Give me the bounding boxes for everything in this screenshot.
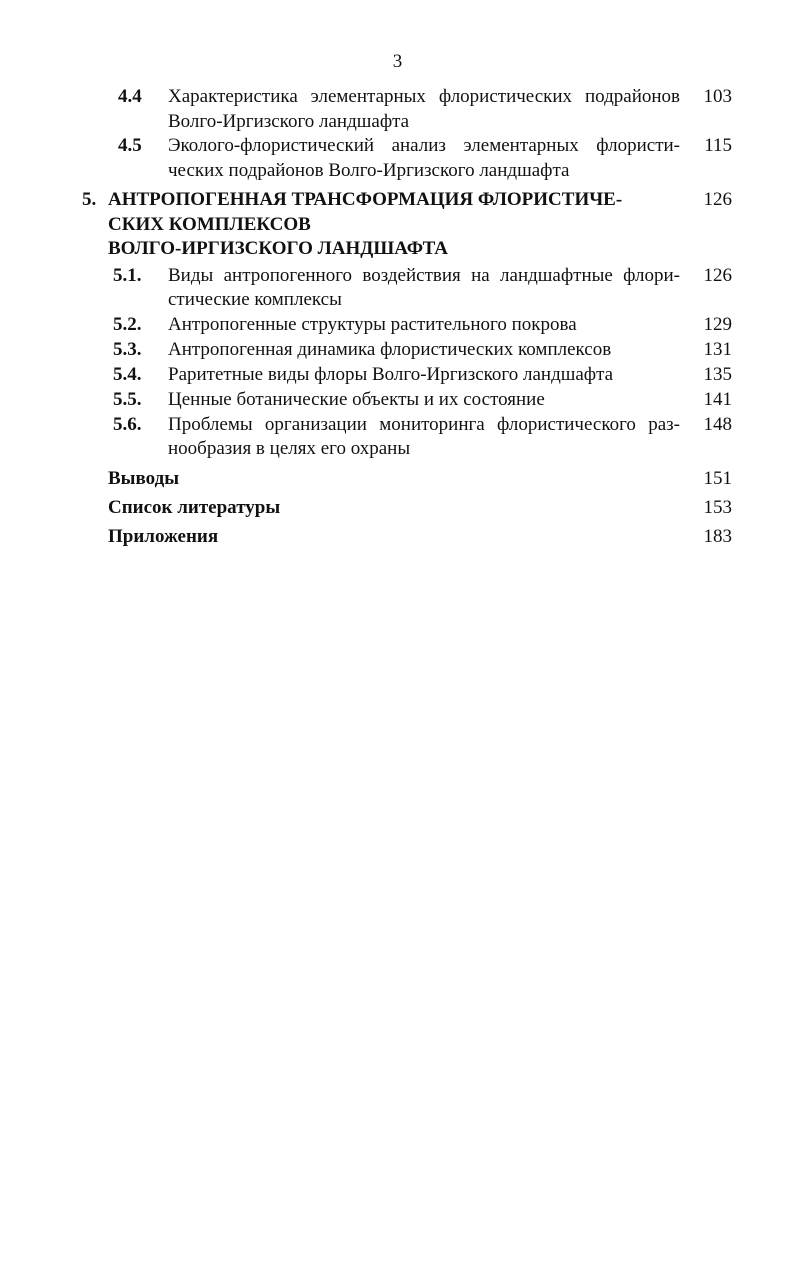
toc-chapter-title-cont: ВОЛГО-ИРГИЗСКОГО ЛАНДШАФТА	[108, 238, 449, 259]
toc-entry-page: 153	[703, 497, 732, 518]
toc-entry-page: 129	[703, 314, 732, 335]
toc-entry-page: 115	[704, 135, 732, 156]
toc-entry-title: Виды антропогенного воздействия на ландшафтные флори-	[168, 265, 680, 286]
toc-entry-title: Эколого-флористический анализ элементарных флористи-	[168, 135, 680, 156]
toc-entry-page: 131	[703, 339, 732, 360]
toc-entry-title: Выводы	[108, 468, 180, 489]
toc-entry-number: 5.5.	[113, 389, 142, 410]
toc-entry-title-cont: ческих подрайонов Волго-Иргизского ландшафта	[168, 160, 570, 181]
toc-entry-page: 135	[703, 364, 732, 385]
toc-entry-page: 126	[703, 265, 732, 286]
toc-entry-title: Антропогенная динамика флористических комплексов	[168, 339, 612, 360]
toc-entry-title: Список литературы	[108, 497, 281, 518]
toc-chapter-title-cont: СКИХ КОМПЛЕКСОВ	[108, 214, 311, 235]
toc-entry-title-cont: стические комплексы	[168, 289, 342, 310]
toc-entry-title-cont: Волго-Иргизского ландшафта	[168, 111, 410, 132]
toc-chapter-page: 126	[703, 189, 732, 210]
toc-entry-title: Проблемы организации мониторинга флористического раз-	[168, 414, 680, 435]
toc-entry-page: 141	[703, 389, 732, 410]
page-number: 3	[392, 51, 403, 72]
toc-entry-number: 4.5	[118, 135, 142, 156]
toc-entry-number: 5.3.	[113, 339, 142, 360]
toc-entry-number: 5.1.	[113, 265, 142, 286]
toc-chapter-title: АНТРОПОГЕННАЯ ТРАНСФОРМАЦИЯ ФЛОРИСТИЧЕ-	[108, 189, 623, 210]
toc-entry-number: 5.4.	[113, 364, 142, 385]
toc-entry-title-cont: нообразия в целях его охраны	[168, 438, 411, 459]
toc-entry-title: Ценные ботанические объекты и их состояние	[168, 389, 545, 410]
toc-entry-page: 151	[703, 468, 732, 489]
toc-entry-number: 4.4	[118, 86, 142, 107]
toc-entry-title: Антропогенные структуры растительного покрова	[168, 314, 577, 335]
toc-entry-page: 103	[703, 86, 732, 107]
toc-entry-title: Приложения	[108, 526, 219, 547]
toc-entry-number: 5.6.	[113, 414, 142, 435]
toc-entry-page: 183	[703, 526, 732, 547]
toc-entry-number: 5.2.	[113, 314, 142, 335]
toc-entry-page: 148	[703, 414, 732, 435]
toc-entry-title: Характеристика элементарных флористических подрайонов	[168, 86, 680, 107]
toc-chapter-number: 5.	[82, 189, 97, 210]
toc-entry-title: Раритетные виды флоры Волго-Иргизского ландшафта	[168, 364, 614, 385]
